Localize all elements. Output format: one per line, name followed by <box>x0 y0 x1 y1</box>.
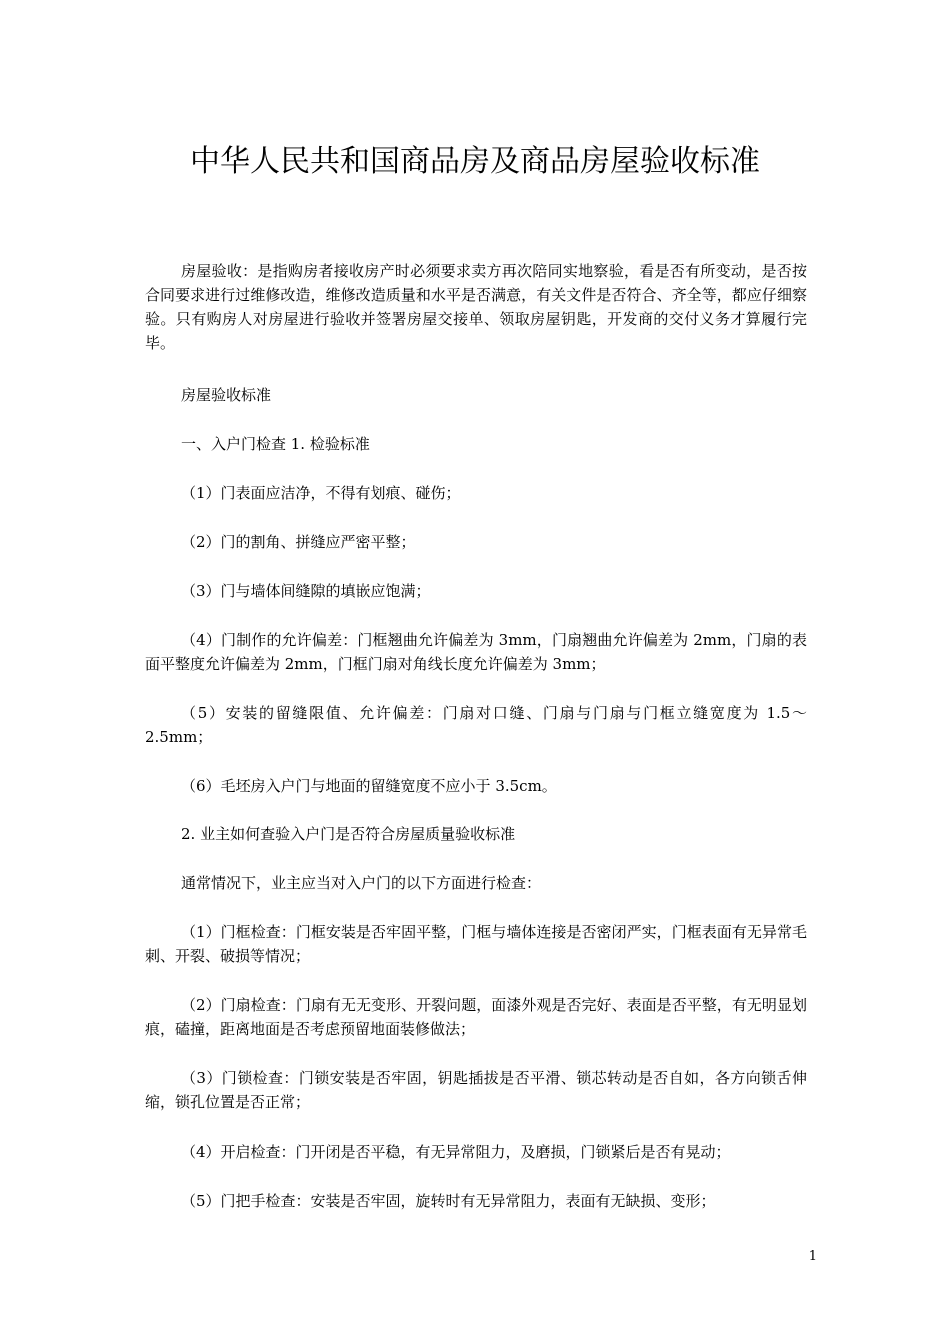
paragraph-door-section: 一、入户门检查 1. 检验标准 <box>181 435 370 453</box>
paragraph-inspection-intro: 通常情况下，业主应当对入户门的以下方面进行检查： <box>181 874 542 892</box>
paragraph-frame-check: （1）门框检查：门框安装是否牢固平整，门框与墙体连接是否密闭严实，门框表面有无异常毛刺、开裂、破损等情况； <box>145 923 807 965</box>
paragraph-item-6: （6）毛坯房入户门与地面的留缝宽度不应小于 3.5cm。 <box>181 777 557 795</box>
paragraph-item-2: （2）门的割角、拼缝应严密平整； <box>181 533 416 551</box>
page-number: 1 <box>808 1249 817 1264</box>
paragraph-inspection-heading: 2. 业主如何查验入户门是否符合房屋质量验收标准 <box>181 825 516 843</box>
paragraph-standard-heading: 房屋验收标准 <box>181 386 272 404</box>
document-title: 中华人民共和国商品房及商品房屋验收标准 <box>190 144 760 179</box>
paragraph-handle-check: （5）门把手检查：安装是否牢固，旋转时有无异常阻力，表面有无缺损、变形； <box>181 1192 716 1210</box>
paragraph-item-1: （1）门表面应洁净，不得有划痕、碰伤； <box>181 484 461 502</box>
paragraph-lock-check: （3）门锁检查：门锁安装是否牢固，钥匙插拔是否平滑、锁芯转动是否自如，各方向锁舌伸缩，锁孔位置是否正常； <box>145 1069 807 1111</box>
paragraph-intro: 房屋验收：是指购房者接收房产时必须要求卖方再次陪同实地察验，看是否有所变动，是否按合同要求进行过维修改造，维修改造质量和水平是否满意，有关文件是否符合、齐全等，都应仔细察验。只有购房人对房屋进行验收并签署房屋交接单、领取房屋钥匙，开发商的交付义务才算履行完毕。 <box>145 262 807 352</box>
paragraph-item-5: （5）安装的留缝限值、允许偏差：门扇对口缝、门扇与门扇与门框立缝宽度为 1.5～2.5mm； <box>145 704 807 746</box>
paragraph-item-3: （3）门与墙体间缝隙的填嵌应饱满； <box>181 582 431 600</box>
paragraph-leaf-check: （2）门扇检查：门扇有无无变形、开裂问题，面漆外观是否完好、表面是否平整，有无明显划痕，磕撞，距离地面是否考虑预留地面装修做法； <box>145 996 807 1038</box>
paragraph-item-4: （4）门制作的允许偏差：门框翘曲允许偏差为 3mm，门扇翘曲允许偏差为 2mm，门扇的表面平整度允许偏差为 2mm，门框门扇对角线长度允许偏差为 3mm； <box>145 631 807 673</box>
paragraph-opening-check: （4）开启检查：门开闭是否平稳，有无异常阻力，及磨损，门锁紧后是否有晃动； <box>181 1143 731 1161</box>
